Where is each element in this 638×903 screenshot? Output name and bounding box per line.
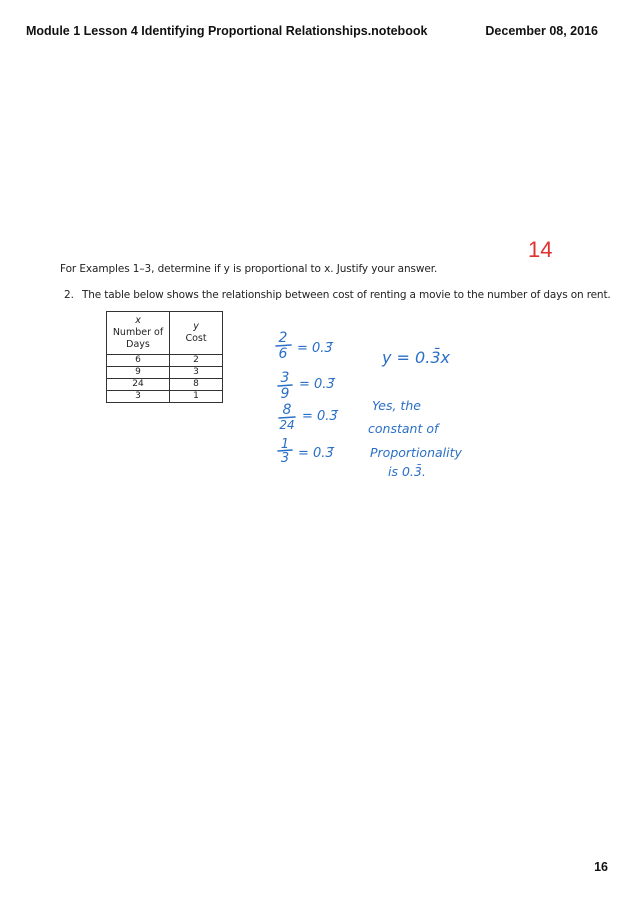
ratio-result: = 0.3̄ xyxy=(302,409,338,424)
days-cell: 24 xyxy=(107,379,170,391)
conclusion-line1: Yes, the xyxy=(372,398,421,413)
slide-number: 14 xyxy=(528,237,553,262)
ratio-1-over-3 xyxy=(281,437,335,466)
cost-cell: 8 xyxy=(170,379,223,391)
ratio-denominator: 24 xyxy=(279,418,295,432)
conclusion-line2: constant of xyxy=(368,421,439,436)
ratio-denominator: 3 xyxy=(280,451,290,466)
fraction-bar xyxy=(278,385,292,386)
page-number: 16 xyxy=(594,860,608,874)
cost-cell: 1 xyxy=(170,391,223,403)
fraction-bar xyxy=(278,450,292,451)
ratio-numerator: 3 xyxy=(280,370,290,386)
x-variable-label: x xyxy=(135,315,141,326)
y-variable-label: y xyxy=(193,321,199,332)
conclusion-line3: Proportionality xyxy=(370,445,462,460)
conclusion-line4: is 0.3̄. xyxy=(388,464,426,479)
problem-number: 2. xyxy=(64,289,75,301)
cost-label: Cost xyxy=(185,333,207,344)
problem-text: The table below shows the relationship between cost of renting a movie to the number of days on rent. xyxy=(82,289,611,301)
ratio-denominator: 9 xyxy=(280,386,290,402)
ratio-result: = 0.3̄ xyxy=(297,341,333,356)
ratio-result: = 0.3̄ xyxy=(298,446,334,461)
ratio-result: = 0.3̄ xyxy=(299,377,335,392)
ratio-denominator: 6 xyxy=(278,346,288,362)
fraction-bar xyxy=(279,417,295,418)
ratio-numerator: 2 xyxy=(278,330,288,346)
instructions-text: For Examples 1–3, determine if y is proportional to x. Justify your answer. xyxy=(60,263,438,275)
cost-cell: 3 xyxy=(170,367,223,379)
ratio-numerator: 1 xyxy=(280,437,290,452)
days-cell: 9 xyxy=(107,367,170,379)
days-label-line1: Number of xyxy=(112,327,164,338)
days-cell: 6 xyxy=(107,355,170,367)
notebook-title: Module 1 Lesson 4 Identifying Proportional Relationships.notebook xyxy=(26,24,428,38)
days-label-line2: Days xyxy=(126,339,150,350)
ratio-numerator: 8 xyxy=(282,402,292,418)
days-cell: 3 xyxy=(107,391,170,403)
notebook-date: December 08, 2016 xyxy=(485,24,598,38)
proportional-equation: y = 0.3̄x xyxy=(382,348,450,367)
fraction-bar xyxy=(276,345,291,346)
cost-cell: 2 xyxy=(170,355,223,367)
